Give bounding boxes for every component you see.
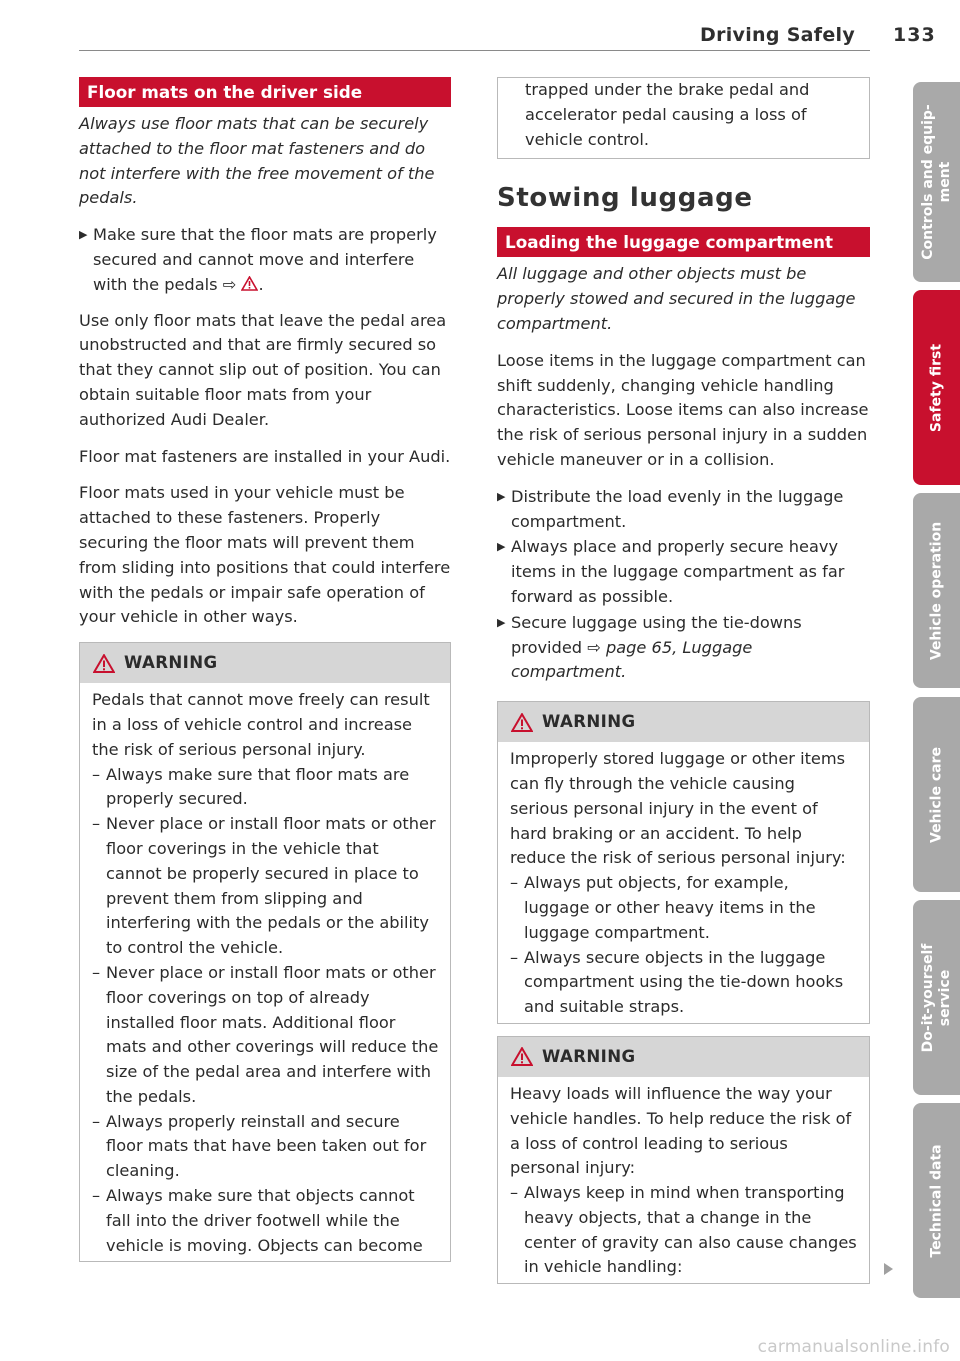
bullet-triangle-icon: ▶: [497, 489, 506, 503]
warning-header: [498, 1037, 869, 1077]
side-tab-label: Safety first: [928, 343, 944, 432]
warning-body: [80, 683, 450, 1261]
continued-arrow-icon: [884, 1263, 893, 1275]
warning-box: [79, 642, 451, 1262]
warning-intro: Improperly stored luggage or other items can fly through the vehicle causing serious personal injury in the event of hard braking or an accident. To help reduce the risk of serious personal injury:: [510, 749, 846, 868]
bullet-text: Distribute the load evenly in the luggage compartment.: [511, 486, 844, 531]
bullet-item: ▶ Make sure that the floor mats are properly secured and cannot move and interfere with the pedals ⇨ .: [79, 225, 437, 294]
lead-text: All luggage and other objects must be properly stowed and secured in the luggage compartment.: [497, 264, 856, 333]
warning-intro: Pedals that cannot move freely can result in a loss of vehicle control and increase the risk of serious personal injury.: [92, 690, 430, 759]
heading-floor-mats: Floor mats on the driver side: [79, 77, 451, 107]
warning-title: WARNING: [542, 711, 636, 731]
left-column: [79, 77, 451, 1274]
continued-warning-text: trapped under the brake pedal and accelerator pedal causing a loss of vehicle control.: [525, 80, 810, 149]
page-cross-reference-link[interactable]: ⇨ page 65, Luggage compartment.: [511, 637, 753, 682]
bullet-item: [497, 535, 870, 609]
paragraph: Floor mats used in your vehicle must be attached to these fasteners. Properly securing the floor mats will prevent them from sliding into positions that could interfere with the pedals or impair safe operation of your vehicle in other ways.: [79, 483, 451, 627]
warning-list-item: – Always make sure that objects cannot fall into the driver footwell while the vehicle is moving. Objects can become: [92, 1186, 423, 1255]
warning-list-item: – Always properly reinstall and secure floor mats that have been taken out for cleaning.: [92, 1111, 427, 1181]
side-tab-diy-service[interactable]: [913, 900, 960, 1095]
bullet-item: [497, 485, 870, 535]
warning-list-item: – Never place or install floor mats or other floor coverings on top of already installed floor mats. Additional floor mats and other coverings will reduce the size of the pedal area and interfere with the pedals.: [92, 962, 439, 1106]
side-tab-vehicle-care[interactable]: [913, 697, 960, 892]
continued-warning-box: [497, 77, 870, 159]
bullet-triangle-icon: ▶: [79, 228, 88, 242]
warning-intro: Heavy loads will influence the way your vehicle handles. To help reduce the risk of a loss of control leading to serious personal injury:: [510, 1083, 852, 1178]
warning-list-item: – Always make sure that floor mats are properly secured.: [92, 764, 410, 809]
warning-list-item: – Always keep in mind when transporting heavy objects, that a change in the center of gravity can also cause changes in vehicle handling:: [510, 1183, 857, 1277]
paragraph: Loose items in the luggage compartment can shift suddenly, changing vehicle handling characteristics. Loose items can also increase the risk of serious personal injury in a sudden vehicle maneuver or in a collision.: [497, 350, 869, 469]
warning-triangle-icon: [511, 713, 533, 732]
side-tab-label: Technical data: [928, 1143, 944, 1258]
warning-list-item: – Always put objects, for example, luggage or other heavy items in the luggage compartment.: [510, 873, 816, 942]
side-tab-technical-data[interactable]: [913, 1103, 960, 1298]
warning-header: [80, 643, 450, 683]
running-header-title: Driving Safely: [700, 24, 856, 46]
warning-list-text: Always make sure that floor mats are properly secured.: [106, 764, 410, 809]
right-column: [497, 77, 870, 1296]
watermark-text: carmanualsonline.info: [757, 1337, 950, 1357]
warning-box: [497, 701, 870, 1024]
warning-body: [498, 742, 869, 1023]
side-tab-label: Controls and equip- ment: [919, 104, 953, 260]
warning-list-text: Always keep in mind when transporting heavy objects, that a change in the center of gravity can also cause changes in vehicle handling:: [524, 1183, 857, 1277]
warning-box: [497, 1036, 870, 1284]
warning-list-text: Never place or install floor mats or other floor coverings in the vehicle that cannot be properly secured in place to prevent them from slipping and interfering with the pedals or the ability to control the vehicle.: [106, 814, 436, 958]
warning-list-item: – Always secure objects in the luggage compartment using the tie-down hooks and suitable straps.: [510, 947, 844, 1017]
warning-list-text: Always make sure that objects cannot fall into the driver footwell while the vehicle is moving. Objects can become: [106, 1186, 423, 1255]
warning-triangle-icon: [93, 654, 115, 673]
warning-list-text: Always put objects, for example, luggage or other heavy items in the luggage compartment.: [524, 873, 816, 942]
paragraph: Use only floor mats that leave the pedal area unobstructed and that are firmly secured so that they cannot slip out of position. You can obtain suitable floor mats from your authorized Audi Dealer.: [79, 310, 447, 429]
warning-triangle-icon: [511, 1047, 533, 1066]
bullet-text: Always place and properly secure heavy items in the luggage compartment as far forward as possible.: [511, 537, 845, 606]
side-tab-label: Do-it-yourself service: [919, 943, 953, 1052]
bullet-item: [497, 611, 870, 685]
side-tab-vehicle-operation[interactable]: [913, 493, 960, 688]
warning-list-text: Always secure objects in the luggage compartment using the tie-down hooks and suitable straps.: [524, 947, 844, 1017]
bullet-triangle-icon: ▶: [497, 540, 506, 554]
warning-list-text: Always properly reinstall and secure floor mats that have been taken out for cleaning.: [106, 1111, 427, 1181]
side-tab-safety-first[interactable]: [913, 290, 960, 485]
header-rule: [79, 50, 870, 51]
bullet-triangle-icon: ▶: [497, 615, 506, 629]
side-tab-controls[interactable]: [913, 82, 960, 282]
lead-text: Always use floor mats that can be securely attached to the floor mat fasteners and do not interfere with the free movement of the pedals.: [79, 114, 435, 208]
page-number: 133: [893, 24, 936, 46]
cross-reference-arrow[interactable]: ⇨: [222, 274, 237, 294]
warning-list-text: Never place or install floor mats or other floor coverings on top of already installed floor mats. Additional floor mats and other coverings will reduce the size of the pedal area and interfere with the pedals.: [106, 962, 439, 1106]
paragraph: Floor mat fasteners are installed in your Audi.: [79, 446, 451, 466]
warning-header: [498, 702, 869, 742]
heading-luggage: Loading the luggage compartment: [497, 227, 870, 257]
side-tab-label: Vehicle operation: [928, 521, 944, 660]
warning-title: WARNING: [124, 652, 218, 672]
warning-triangle-icon[interactable]: [241, 276, 258, 291]
bullet-text: Secure luggage using the tie-downs provided: [511, 612, 802, 657]
warning-title: WARNING: [542, 1046, 636, 1066]
warning-body: [498, 1077, 869, 1283]
bullet-text: Make sure that the floor mats are properly secured and cannot move and interfere with the pedals: [93, 225, 437, 294]
side-tab-label: Vehicle care: [928, 746, 944, 843]
section-title: Stowing luggage: [497, 183, 753, 214]
warning-list-item: – Never place or install floor mats or other floor coverings in the vehicle that cannot be properly secured in place to prevent them from slipping and interfering with the pedals or the ability to control the vehicle.: [92, 814, 436, 958]
